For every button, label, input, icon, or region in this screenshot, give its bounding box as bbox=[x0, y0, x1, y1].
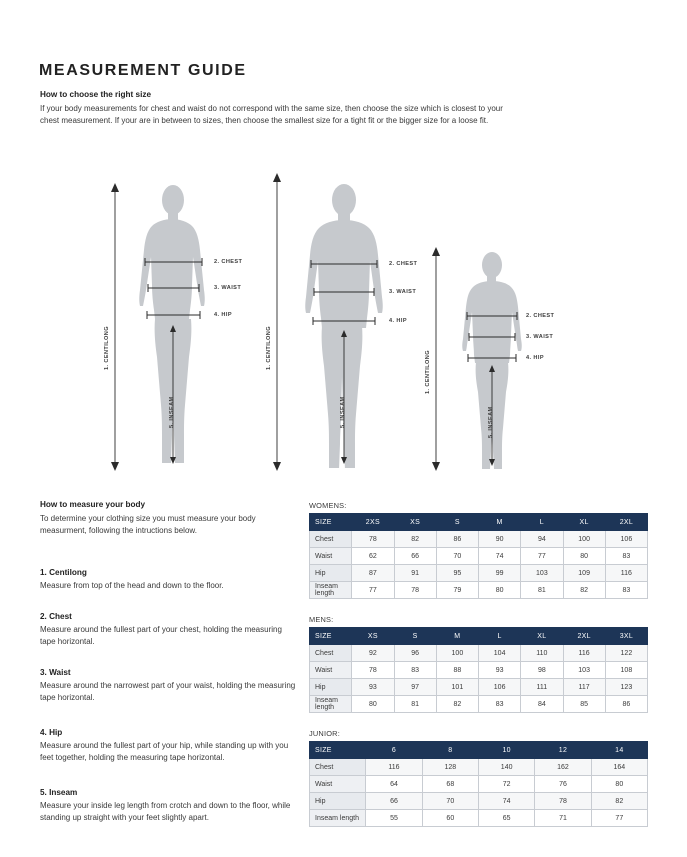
cell: 99 bbox=[479, 565, 521, 582]
step-chest-heading: 2. Chest bbox=[40, 612, 72, 621]
male-centilong-label: 1. CENTILONG bbox=[266, 326, 272, 370]
step-chest bbox=[40, 612, 298, 649]
step-waist-text: Measure around the narrowest part of your waist, holding the measuring tape horizontal. bbox=[40, 681, 296, 703]
row-label: Waist bbox=[310, 776, 366, 793]
junior-centilong-label: 1. CENTILONG bbox=[425, 350, 431, 394]
th-size: SIZE bbox=[310, 514, 352, 531]
step-inseam-heading: 5. Inseam bbox=[40, 788, 78, 797]
table-row bbox=[310, 548, 648, 565]
th-col-2: XS bbox=[394, 514, 436, 531]
cell: 62 bbox=[352, 548, 394, 565]
cell: 116 bbox=[605, 565, 647, 582]
junior-table-caption: JUNIOR: bbox=[309, 729, 340, 738]
cell: 79 bbox=[436, 582, 478, 599]
th-col-5: L bbox=[521, 514, 563, 531]
cell: 140 bbox=[478, 759, 534, 776]
th-col-5: 14 bbox=[591, 742, 647, 759]
table-header-row bbox=[310, 514, 648, 531]
cell: 108 bbox=[605, 662, 647, 679]
male-waist-label: 3. WAIST bbox=[389, 289, 417, 295]
th-col-3: M bbox=[436, 628, 478, 645]
row-label: Hip bbox=[310, 679, 352, 696]
cell: 103 bbox=[521, 565, 563, 582]
junior-waist-label: 3. WAIST bbox=[526, 334, 554, 340]
cell: 128 bbox=[422, 759, 478, 776]
cell: 64 bbox=[366, 776, 422, 793]
cell: 97 bbox=[394, 679, 436, 696]
female-inseam-label: 5. INSEAM bbox=[169, 396, 175, 428]
cell: 76 bbox=[535, 776, 591, 793]
cell: 70 bbox=[422, 793, 478, 810]
th-col-3: S bbox=[436, 514, 478, 531]
cell: 164 bbox=[591, 759, 647, 776]
table-row bbox=[310, 810, 648, 827]
cell: 83 bbox=[394, 662, 436, 679]
cell: 100 bbox=[563, 531, 605, 548]
cell: 81 bbox=[521, 582, 563, 599]
cell: 78 bbox=[394, 582, 436, 599]
cell: 70 bbox=[436, 548, 478, 565]
womens-table-caption: WOMENS: bbox=[309, 501, 347, 510]
th-col-7: 2XL bbox=[605, 514, 647, 531]
cell: 101 bbox=[436, 679, 478, 696]
table-row bbox=[310, 582, 648, 599]
th-col-5: XL bbox=[521, 628, 563, 645]
female-chest-label: 2. CHEST bbox=[214, 259, 243, 265]
mens-size-table-wrap bbox=[309, 615, 648, 713]
cell: 82 bbox=[436, 696, 478, 713]
cell: 68 bbox=[422, 776, 478, 793]
cell: 77 bbox=[352, 582, 394, 599]
male-centilong-arrow bbox=[270, 172, 284, 472]
th-col-6: XL bbox=[563, 514, 605, 531]
cell: 90 bbox=[479, 531, 521, 548]
cell: 116 bbox=[366, 759, 422, 776]
howto-measure-text: To determine your clothing size you must measure your body measurment, following the intructions below. bbox=[40, 514, 256, 536]
th-col-4: M bbox=[479, 514, 521, 531]
cell: 104 bbox=[479, 645, 521, 662]
womens-size-table-wrap bbox=[309, 501, 648, 599]
cell: 77 bbox=[521, 548, 563, 565]
cell: 111 bbox=[521, 679, 563, 696]
cell: 71 bbox=[535, 810, 591, 827]
cell: 122 bbox=[605, 645, 647, 662]
cell: 86 bbox=[436, 531, 478, 548]
table-header-row bbox=[310, 742, 648, 759]
th-col-1: XS bbox=[352, 628, 394, 645]
cell: 110 bbox=[521, 645, 563, 662]
cell: 80 bbox=[352, 696, 394, 713]
cell: 84 bbox=[521, 696, 563, 713]
table-row bbox=[310, 565, 648, 582]
th-size: SIZE bbox=[310, 628, 352, 645]
row-label: Hip bbox=[310, 565, 352, 582]
female-figure bbox=[104, 178, 243, 468]
th-col-6: 2XL bbox=[563, 628, 605, 645]
cell: 82 bbox=[394, 531, 436, 548]
th-col-2: 8 bbox=[422, 742, 478, 759]
cell: 65 bbox=[478, 810, 534, 827]
table-row bbox=[310, 776, 648, 793]
cell: 92 bbox=[352, 645, 394, 662]
cell: 106 bbox=[605, 531, 647, 548]
junior-size-table bbox=[309, 741, 648, 827]
cell: 60 bbox=[422, 810, 478, 827]
cell: 83 bbox=[479, 696, 521, 713]
cell: 78 bbox=[535, 793, 591, 810]
junior-chest-label: 2. CHEST bbox=[526, 313, 555, 319]
th-col-3: 10 bbox=[478, 742, 534, 759]
row-label: Inseam length bbox=[310, 810, 366, 827]
cell: 83 bbox=[605, 548, 647, 565]
table-row bbox=[310, 645, 648, 662]
cell: 117 bbox=[563, 679, 605, 696]
row-label: Waist bbox=[310, 548, 352, 565]
cell: 100 bbox=[436, 645, 478, 662]
step-centilong-text: Measure from top of the head and down to the floor. bbox=[40, 581, 224, 590]
step-centilong-heading: 1. Centilong bbox=[40, 568, 87, 577]
cell: 80 bbox=[563, 548, 605, 565]
step-inseam bbox=[40, 788, 298, 825]
th-col-1: 6 bbox=[366, 742, 422, 759]
cell: 82 bbox=[563, 582, 605, 599]
female-centilong-arrow bbox=[108, 182, 122, 472]
cell: 78 bbox=[352, 662, 394, 679]
th-col-4: 12 bbox=[535, 742, 591, 759]
cell: 66 bbox=[394, 548, 436, 565]
junior-hip-label: 4. HIP bbox=[526, 355, 544, 361]
cell: 55 bbox=[366, 810, 422, 827]
row-label: Chest bbox=[310, 759, 366, 776]
female-hip-label: 4. HIP bbox=[214, 312, 232, 318]
row-label: Inseam length bbox=[310, 582, 352, 599]
junior-size-table-wrap bbox=[309, 729, 648, 827]
step-centilong bbox=[40, 568, 298, 592]
female-centilong-label: 1. CENTILONG bbox=[104, 326, 110, 370]
step-hip-text: Measure around the fullest part of your hip, while standing up with you feet together, holding the measuring tape horizontal. bbox=[40, 741, 289, 763]
cell: 74 bbox=[478, 793, 534, 810]
step-waist-heading: 3. Waist bbox=[40, 668, 71, 677]
page-title: MEASUREMENT GUIDE bbox=[39, 62, 247, 79]
cell: 80 bbox=[591, 776, 647, 793]
th-col-7: 3XL bbox=[605, 628, 647, 645]
mens-table-caption: MENS: bbox=[309, 615, 334, 624]
male-inseam-label: 5. INSEAM bbox=[340, 396, 346, 428]
male-chest-label: 2. CHEST bbox=[389, 261, 418, 267]
cell: 77 bbox=[591, 810, 647, 827]
cell: 103 bbox=[563, 662, 605, 679]
row-label: Hip bbox=[310, 793, 366, 810]
th-col-4: L bbox=[479, 628, 521, 645]
table-row bbox=[310, 662, 648, 679]
howto-measure-title: How to measure your body bbox=[40, 500, 146, 509]
cell: 81 bbox=[394, 696, 436, 713]
step-waist bbox=[40, 668, 298, 705]
cell: 106 bbox=[479, 679, 521, 696]
cell: 78 bbox=[352, 531, 394, 548]
table-row bbox=[310, 793, 648, 810]
cell: 83 bbox=[605, 582, 647, 599]
cell: 80 bbox=[479, 582, 521, 599]
row-label: Inseam length bbox=[310, 696, 352, 713]
cell: 96 bbox=[394, 645, 436, 662]
cell: 109 bbox=[563, 565, 605, 582]
cell: 88 bbox=[436, 662, 478, 679]
table-row bbox=[310, 696, 648, 713]
th-col-1: 2XS bbox=[352, 514, 394, 531]
cell: 85 bbox=[563, 696, 605, 713]
cell: 74 bbox=[479, 548, 521, 565]
row-label: Chest bbox=[310, 645, 352, 662]
cell: 91 bbox=[394, 565, 436, 582]
womens-size-table bbox=[309, 513, 648, 599]
row-label: Chest bbox=[310, 531, 352, 548]
section-subtitle: How to choose the right size bbox=[40, 90, 151, 99]
th-size: SIZE bbox=[310, 742, 366, 759]
step-inseam-text: Measure your inside leg length from crotch and down to the floor, while standing up straight with your feet slightly apart. bbox=[40, 801, 291, 823]
intro-paragraph: If your body measurements for chest and waist do not correspond with the same size, then choose the size which is closest to your chest measurement. If your are in between to sizes, then choose the smallest size for a tight fit or the bigger size for a loose fit. bbox=[40, 104, 503, 126]
cell: 98 bbox=[521, 662, 563, 679]
step-hip-heading: 4. Hip bbox=[40, 728, 63, 737]
cell: 93 bbox=[479, 662, 521, 679]
row-label: Waist bbox=[310, 662, 352, 679]
cell: 94 bbox=[521, 531, 563, 548]
table-header-row bbox=[310, 628, 648, 645]
step-hip bbox=[40, 728, 298, 765]
cell: 86 bbox=[605, 696, 647, 713]
table-row bbox=[310, 759, 648, 776]
cell: 82 bbox=[591, 793, 647, 810]
mens-size-table bbox=[309, 627, 648, 713]
figures-area bbox=[0, 160, 687, 490]
cell: 93 bbox=[352, 679, 394, 696]
cell: 123 bbox=[605, 679, 647, 696]
table-row bbox=[310, 531, 648, 548]
cell: 72 bbox=[478, 776, 534, 793]
cell: 95 bbox=[436, 565, 478, 582]
junior-inseam-label: 5. INSEAM bbox=[488, 406, 494, 438]
male-figure bbox=[266, 178, 418, 468]
junior-figure bbox=[425, 248, 555, 470]
female-waist-label: 3. WAIST bbox=[214, 285, 242, 291]
th-col-2: S bbox=[394, 628, 436, 645]
cell: 66 bbox=[366, 793, 422, 810]
cell: 162 bbox=[535, 759, 591, 776]
junior-centilong-arrow bbox=[429, 246, 443, 472]
cell: 116 bbox=[563, 645, 605, 662]
step-chest-text: Measure around the fullest part of your chest, holding the measuring tape horizontal. bbox=[40, 625, 282, 647]
table-row bbox=[310, 679, 648, 696]
male-hip-label: 4. HIP bbox=[389, 318, 407, 324]
cell: 87 bbox=[352, 565, 394, 582]
